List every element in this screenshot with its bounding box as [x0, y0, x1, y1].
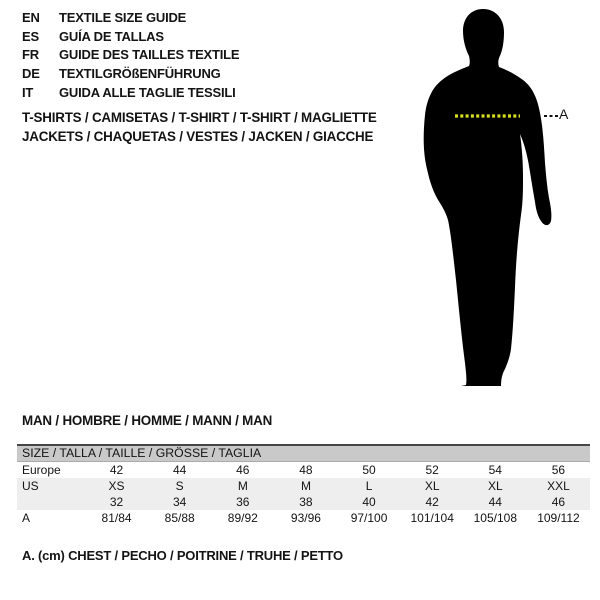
- size-cell: M: [274, 478, 337, 494]
- measurement-footnote: A. (cm) CHEST / PECHO / POITRINE / TRUHE / PETTO: [22, 548, 343, 563]
- language-code-en: EN: [22, 10, 40, 25]
- size-cell: 42: [401, 494, 464, 510]
- table-row-us-numeric: [17, 494, 590, 510]
- section-title: MAN / HOMBRE / HOMME / MANN / MAN: [22, 413, 273, 428]
- size-cell: 46: [527, 494, 590, 510]
- size-cell: 109/112: [537, 510, 580, 525]
- size-table-header: SIZE / TALLA / TAILLE / GRÖSSE / TAGLIA: [17, 445, 590, 462]
- language-title-es: GUÍA DE TALLAS: [59, 28, 164, 44]
- row-label-a: A: [22, 510, 31, 525]
- size-cell: 101/104: [410, 510, 454, 525]
- size-cell: XL: [464, 478, 527, 494]
- language-row-de: [22, 65, 239, 84]
- language-row-fr: [22, 46, 239, 65]
- size-cell: 54: [488, 462, 502, 477]
- size-cell: 50: [362, 462, 376, 477]
- size-cell: XS: [85, 478, 148, 494]
- measure-label-a: A: [559, 106, 569, 122]
- size-cell: 38: [274, 494, 337, 510]
- language-code-fr: FR: [22, 47, 39, 63]
- table-row-chest-a: [17, 510, 590, 526]
- size-table-header-row: [17, 445, 590, 462]
- size-cell: M: [211, 478, 274, 494]
- language-row-es: [22, 28, 239, 47]
- size-cell: 81/84: [101, 510, 132, 525]
- size-cell: 48: [299, 462, 313, 477]
- size-cell: 44: [173, 462, 187, 477]
- size-cell: 40: [338, 494, 401, 510]
- size-cell: 89/92: [227, 510, 258, 525]
- size-cell: 36: [211, 494, 274, 510]
- size-cell: S: [148, 478, 211, 494]
- size-cell: 105/108: [473, 510, 517, 525]
- table-row-europe: [17, 462, 590, 479]
- size-cell: 93/96: [290, 510, 321, 525]
- size-cell: 44: [464, 494, 527, 510]
- size-cell: 34: [148, 494, 211, 510]
- language-code-it: IT: [22, 84, 34, 100]
- language-title-de: TEXTILGRÖßENFÜHRUNG: [59, 66, 221, 82]
- size-cell: 46: [236, 462, 250, 477]
- size-cell: XL: [401, 478, 464, 494]
- category-line-jackets: JACKETS / CHAQUETAS / VESTES / JACKEN / GIACCHE: [22, 128, 374, 144]
- size-cell: 97/100: [350, 510, 388, 525]
- row-label-empty: [17, 494, 85, 510]
- size-table: [17, 444, 590, 526]
- size-cell: 56: [551, 462, 566, 477]
- language-title-en: TEXTILE SIZE GUIDE: [59, 10, 187, 25]
- language-row-it: [22, 84, 239, 103]
- language-title-fr: GUIDE DES TAILLES TEXTILE: [59, 47, 240, 63]
- language-code-de: DE: [22, 66, 40, 82]
- garment-categories: [22, 109, 377, 147]
- size-cell: 52: [425, 462, 439, 477]
- language-title-it: GUIDA ALLE TAGLIE TESSILI: [59, 84, 236, 100]
- size-cell: 42: [109, 462, 124, 477]
- size-cell: 32: [85, 494, 148, 510]
- size-cell: XXL: [527, 478, 590, 494]
- man-silhouette-figure: [405, 0, 600, 400]
- language-row-en: [22, 9, 239, 28]
- language-guide-list: [22, 9, 239, 103]
- size-cell: 85/88: [164, 510, 195, 525]
- size-cell: L: [338, 478, 401, 494]
- table-row-us: [17, 478, 590, 494]
- category-line-tshirts: T-SHIRTS / CAMISETAS / T-SHIRT / T-SHIRT / MAGLIETTE: [22, 110, 377, 125]
- row-label-us: US: [17, 478, 85, 494]
- language-code-es: ES: [22, 28, 39, 44]
- man-silhouette: [424, 9, 552, 386]
- row-label-europe: Europe: [22, 462, 61, 477]
